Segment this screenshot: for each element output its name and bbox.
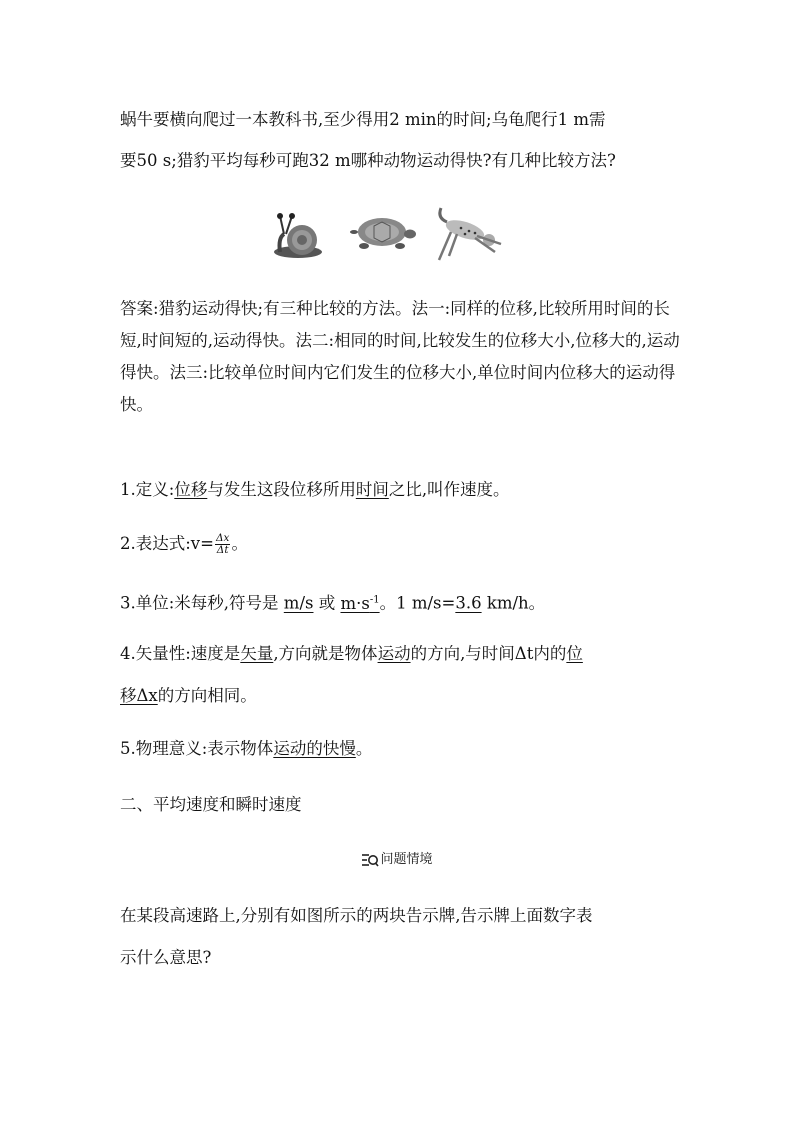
unit-mid: 或 bbox=[313, 593, 341, 613]
meaning-suffix: 。 bbox=[355, 739, 373, 758]
vector-mid: ,方向就是物体 bbox=[273, 644, 378, 663]
unit-exponent: -1 bbox=[369, 594, 380, 605]
meaning-item bbox=[120, 733, 372, 765]
unit-item bbox=[120, 584, 545, 620]
velocity-fraction bbox=[215, 533, 231, 556]
question-scene-icon bbox=[361, 853, 379, 867]
vector-blank-displacement-part1: 位 bbox=[566, 644, 583, 663]
vector-suffix: 的方向相同。 bbox=[157, 686, 257, 705]
unit-prefix: 3.单位:米每秒,符号是 bbox=[120, 593, 284, 613]
question-line-1: 在某段高速路上,分别有如图所示的两块告示牌,告示牌上面数字表 bbox=[120, 906, 593, 925]
scene-heading bbox=[0, 850, 794, 870]
definition-prefix: 1.定义: bbox=[120, 480, 175, 499]
vector-blank-vector: 矢量 bbox=[240, 644, 274, 663]
unit-blank-ms-inverse bbox=[340, 594, 379, 613]
vector-item-line-1 bbox=[120, 638, 583, 670]
definition-blank-displacement: 位移 bbox=[174, 480, 208, 499]
animals-figure bbox=[270, 200, 510, 270]
fraction-denominator: Δt bbox=[216, 544, 229, 556]
cheetah-icon bbox=[435, 200, 505, 266]
unit-mid2: 。1 m/s= bbox=[379, 593, 456, 613]
section-heading: 二、平均速度和瞬时速度 bbox=[120, 795, 302, 814]
definition-blank-time: 时间 bbox=[355, 480, 389, 499]
definition-item bbox=[120, 474, 510, 506]
unit-suffix: km/h。 bbox=[481, 593, 546, 613]
intro-line-1: 蜗牛要横向爬过一本教科书,至少得用2 min的时间;乌龟爬行1 m需 bbox=[120, 110, 606, 129]
intro-line-2: 要50 s;猎豹平均每秒可跑32 m哪种动物运动得快?有几种比较方法? bbox=[120, 151, 616, 170]
expression-item bbox=[120, 528, 248, 560]
vector-item-line-2 bbox=[120, 680, 257, 712]
fraction-numerator: Δx bbox=[215, 532, 230, 544]
expression-suffix: 。 bbox=[231, 534, 248, 553]
vector-blank-motion: 运动 bbox=[377, 644, 411, 663]
unit-blank-conversion: 3.6 bbox=[455, 593, 482, 613]
vector-mid2: 的方向,与时间Δt内的 bbox=[410, 644, 567, 663]
definition-mid: 与发生这段位移所用 bbox=[207, 480, 356, 499]
scene-label: 问题情境 bbox=[380, 852, 433, 867]
expression-prefix: 2.表达式:v= bbox=[120, 534, 214, 553]
meaning-blank: 运动的快慢 bbox=[273, 739, 356, 758]
snail-icon bbox=[270, 208, 324, 262]
definition-suffix: 之比,叫作速度。 bbox=[388, 480, 510, 499]
unit-ms-base: m·s bbox=[340, 593, 370, 613]
question-line-2: 示什么意思? bbox=[120, 948, 212, 967]
meaning-prefix: 5.物理意义:表示物体 bbox=[120, 739, 274, 758]
vector-prefix: 4.矢量性:速度是 bbox=[120, 644, 241, 663]
turtle-icon bbox=[348, 212, 416, 256]
unit-blank-ms: m/s bbox=[283, 593, 314, 613]
vector-blank-displacement-part2: 移Δx bbox=[120, 686, 158, 705]
answer-text: 答案:猎豹运动得快;有三种比较的方法。法一:同样的位移,比较所用时间的长短,时间短的,运动得快。法二:相同的时间,比较发生的位移大小,位移大的,运动得快。法三:比较单位时间内它们发生的位移大小,单位时间内位移大的运动得快。 bbox=[120, 299, 680, 414]
